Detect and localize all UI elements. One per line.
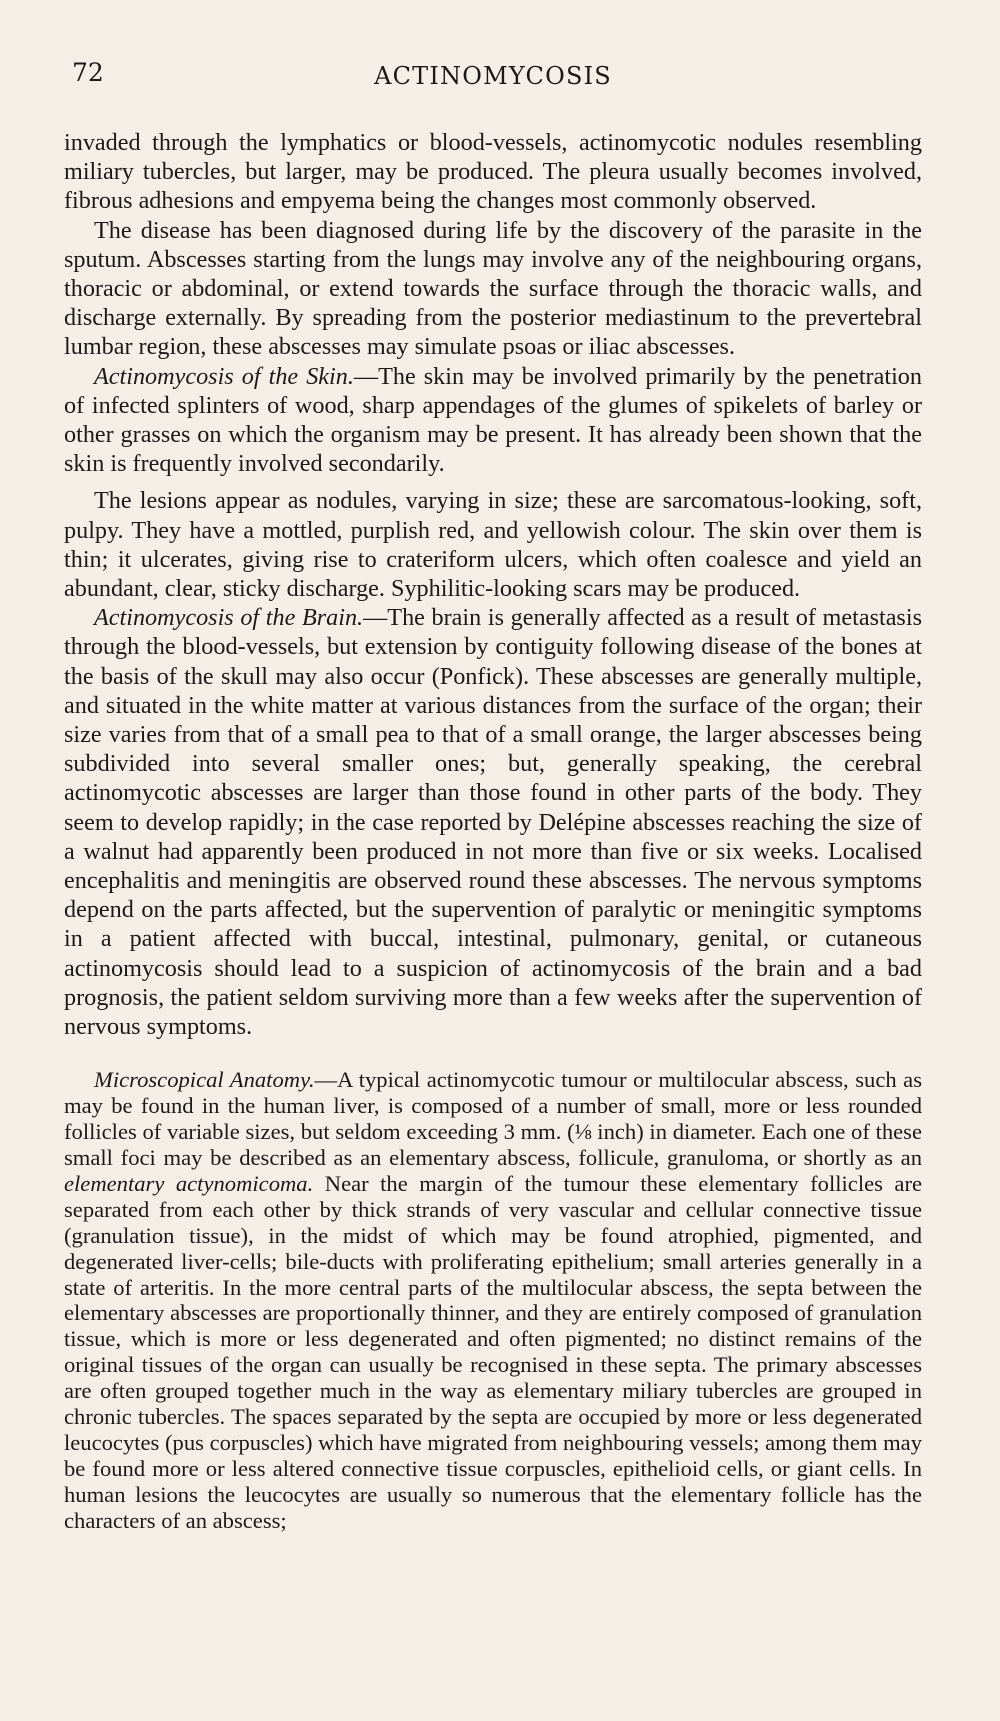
term-elementary-actynomicoma: elementary actynomicoma. (64, 1170, 314, 1196)
paragraph-microscopical (64, 1067, 922, 1533)
paragraph-microscopical-text-b: Near the margin of the tumour these elementary follicles are separated from each other by thick strands of very vascular and cellular connective tissue (granulation tissue), in the midst of which may be found atrophied, pigmented, and degenerated liver-cells; bile-ducts with proliferating epithelium; small arteries generally in a state of arteritis. In the more central parts of the multilocular abscess, the septa between the elementary abscesses are proportionally thinner, and they are entirely composed of granulation tissue, which is more or less degenerated and often pigmented; no distinct remains of the original tissues of the organ can usually be recognised in these septa. The primary abscesses are often grouped together much in the way as elementary miliary tubercles are grouped in chronic tubercles. The spaces separated by the septa are occupied by more or less degenerated leucocytes (pus corpuscles) which have migrated from neighbouring vessels; among them may be found more or less altered connective tissue corpuscles, epithelioid cells, or giant cells. In human lesions the leucocytes are usually so numerous that the elementary follicle has the characters of an abscess; (64, 1170, 922, 1533)
paragraph-skin-text: —The skin may be involved primarily by the penetration of infected splinters of wood, sharp appendages of the glumes of spikelets of barley or other grasses on which the organism may be present. It has already been shown that the skin is frequently involved secondarily. (64, 362, 922, 478)
section-heading-brain: Actinomycosis of the Brain. (94, 604, 364, 632)
small-print-section (64, 1067, 922, 1533)
section-heading-microscopical: Microscopical Anatomy. (94, 1067, 315, 1093)
running-title: ACTINOMYCOSIS (374, 62, 612, 90)
paragraph-microscopical-text-a: —A typical actinomycotic tumour or multilocular abscess, such as may be found in the human liver, is composed of a number of small, more or less rounded follicles of variable sizes, but seldom exceeding 3 mm. (⅛ inch) in diameter. Each one of these small foci may be described as an elementary abscess, follicule, granuloma, or shortly as an (64, 1067, 922, 1171)
running-head (64, 58, 922, 98)
paragraph-brain (64, 603, 922, 1041)
page-number: 72 (72, 58, 104, 87)
section-heading-skin: Actinomycosis of the Skin. (94, 362, 354, 390)
paragraph-lungs: invaded through the lymphatics or blood-vessels, actinomycotic nodules resembling miliary tubercles, but larger, may be produced. The pleura usually becomes involved, fibrous adhesions and empyema being the changes most commonly observed. (64, 129, 922, 215)
paragraph-lesions: The lesions appear as nodules, varying in size; these are sarcomatous-looking, soft, pulpy. They have a mottled, purplish red, and yellowish colour. The skin over them is thin; it ulcerates, giving rise to crateriform ulcers, which often coalesce and yield an abundant, clear, sticky discharge. Syphilitic-looking scars may be produced. (64, 487, 922, 603)
paragraph-brain-text: —The brain is generally affected as a result of metastasis through the blood-vessels, but extension by contiguity following disease of the bones at the basis of the skull may also occur (Ponfick). These abscesses are generally multiple, and situated in the white matter at various distances from the surface of the organ; their size varies from that of a small pea to that of a small orange, the larger abscesses being subdivided into several smaller ones; but, generally speaking, the cerebral actinomycotic abscesses are larger than those found in other parts of the body. They seem to develop rapidly; in the case reported by Delépine abscesses reaching the size of a walnut had apparently been produced in not more than five or six weeks. Localised encephalitis and meningitis are observed round these abscesses. The nervous symptoms depend on the parts affected, but the supervention of paralytic or meningitic symptoms in a patient affected with buccal, intestinal, pulmonary, genital, or cutaneous actinomycosis should lead to a suspicion of actinomycosis of the brain and a bad prognosis, the patient seldom surviving more than a few weeks after the supervention of nervous symptoms. (64, 604, 922, 1041)
paragraph-skin (64, 362, 922, 479)
paragraph-diagnosis: The disease has been diagnosed during life by the discovery of the parasite in the sputum. Abscesses starting from the lungs may involve any of the neighbouring organs, thoracic or abdominal, or extend towards the surface through the thoracic walls, and discharge externally. By spreading from the posterior mediastinum to the prevertebral lumbar region, these abscesses may simulate psoas or iliac abscesses. (64, 216, 922, 361)
main-text (64, 128, 922, 1041)
